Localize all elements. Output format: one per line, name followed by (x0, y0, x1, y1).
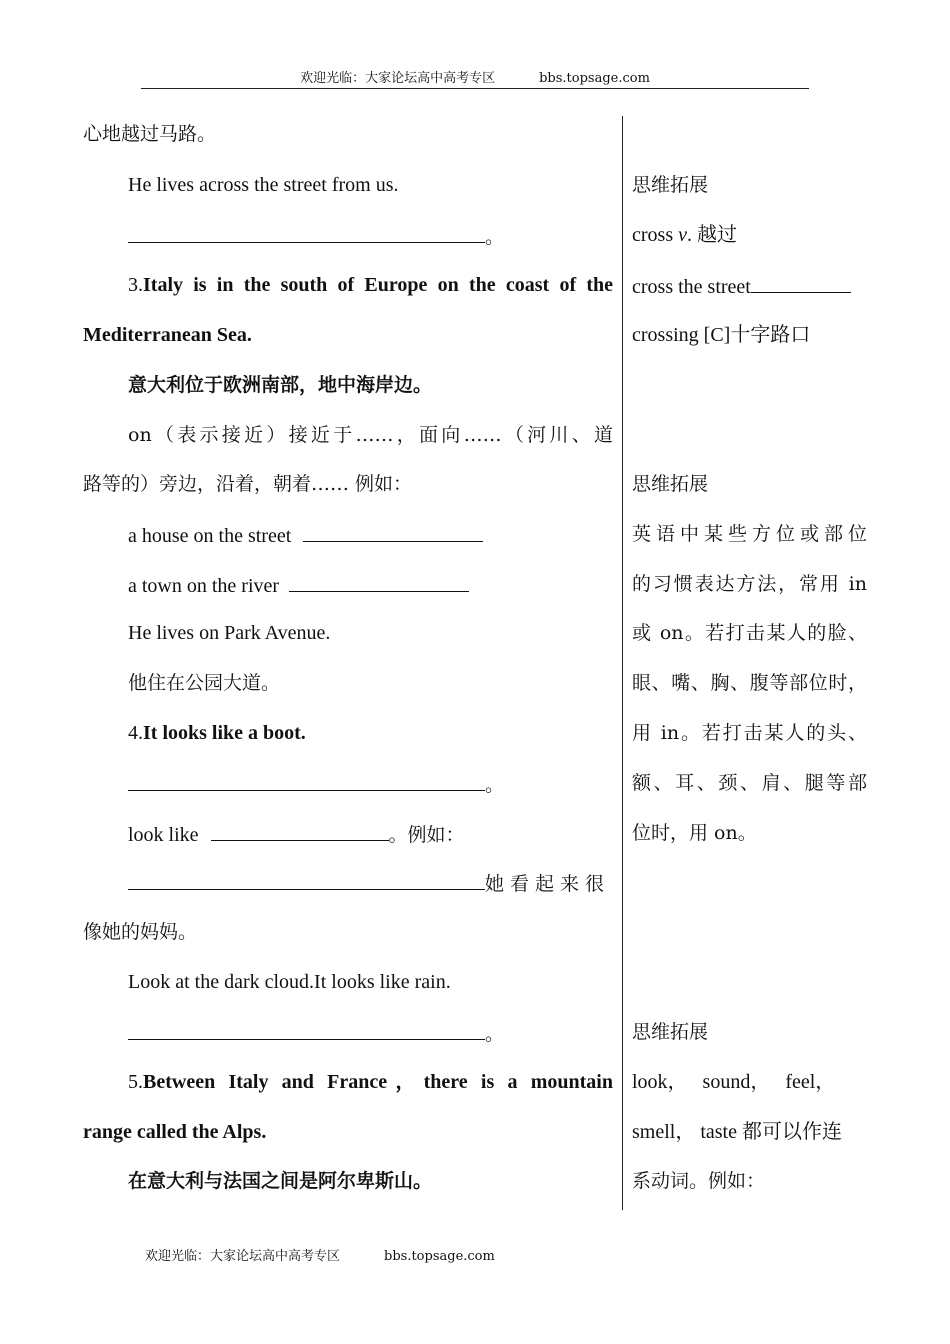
item-4 (128, 720, 306, 746)
blank-line[interactable] (128, 222, 485, 243)
item-number: 5. (128, 1071, 143, 1093)
sidebar-note-line-4: 眼、嘴、胸、腹等部位时， (632, 672, 867, 694)
on-explanation-b: 路等的）旁边，沿着，朝着…… 例如： (83, 473, 413, 495)
blank-line[interactable] (128, 770, 485, 791)
item-number: 4. (128, 722, 143, 744)
sidebar-note-line-3: 或 on。若打击某人的脸、 (632, 622, 867, 644)
cross-street-line (632, 272, 851, 300)
example-cloud: Look at the dark cloud.It looks like rain. (128, 971, 451, 993)
example-across: He lives across the street from us. (128, 174, 399, 196)
linking-verbs-line-3: 系动词。例如： (632, 1170, 766, 1192)
page-header (141, 70, 809, 89)
header-site: 欢迎光临：大家论坛高中高考专区 (300, 71, 496, 86)
left-line-1: 心地越过马路。 (83, 123, 217, 145)
linking-verbs-line-2: smell， taste 都可以作连 (632, 1121, 842, 1143)
example-park-avenue: He lives on Park Avenue. (128, 622, 331, 644)
example-town-text: a town on the river (128, 575, 280, 597)
blank-line[interactable] (303, 521, 483, 542)
item-3-line-b: Mediterranean Sea. (83, 324, 252, 346)
she-looks-text-a: 她看起来很 (485, 873, 611, 895)
item-5-text-a: Between Italy and France，there is a mountain (143, 1071, 613, 1093)
sidebar-title-3: 思维拓展 (632, 1021, 709, 1043)
blank-line[interactable] (289, 571, 469, 592)
she-looks-text-b: 像她的妈妈。 (83, 921, 198, 943)
column-divider (622, 116, 623, 1210)
page-footer (145, 1248, 495, 1266)
linking-verbs-line-1: look， sound， feel， (632, 1071, 836, 1093)
footer-site: 欢迎光临：大家论坛高中高考专区 (145, 1249, 341, 1264)
sidebar-note-line-1: 英语中某些方位或部位 (632, 523, 867, 545)
item-5-translation: 在意大利与法国之间是阿尔卑斯山。 (128, 1170, 433, 1192)
sidebar-note-line-7: 位时，用 on。 (632, 822, 757, 844)
on-explanation-a: on（表示接近）接近于……，面向……（河川、道 (128, 424, 613, 446)
blank-line[interactable] (128, 1019, 485, 1040)
part-of-speech: v (678, 224, 687, 246)
cross-street-text: cross the street (632, 276, 751, 298)
item-number: 3. (128, 274, 143, 296)
blank-line[interactable] (751, 272, 851, 293)
translation-blank-2 (128, 770, 504, 798)
item-4-text: It looks like a boot. (143, 722, 306, 744)
period: 。 (485, 1023, 505, 1045)
example-town (128, 571, 469, 599)
blank-line[interactable] (211, 820, 389, 841)
item-3-translation: 意大利位于欧洲南部，地中海岸边。 (128, 374, 433, 396)
item-5-line-b: range called the Alps. (83, 1121, 267, 1143)
example-park-avenue-translation: 他住在公园大道。 (128, 672, 281, 694)
look-like-text: look like (128, 824, 199, 846)
sidebar-title-1: 思维拓展 (632, 174, 709, 196)
translation-blank-3 (128, 1019, 504, 1047)
header-url[interactable]: bbs.topsage.com (539, 71, 650, 86)
example-house (128, 521, 483, 549)
look-like-line (128, 820, 465, 848)
she-looks-line (128, 869, 610, 897)
translation-blank-1 (128, 222, 504, 250)
cross-verb-note (632, 222, 737, 248)
look-like-example: 。例如： (388, 824, 465, 846)
item-3-text-a: Italy is in the south of Europe on the coast of the (143, 274, 613, 296)
period: 。 (485, 226, 505, 248)
period: 。 (485, 774, 505, 796)
crossing-note: crossing [C]十字路口 (632, 324, 811, 346)
item-3-line-a (128, 272, 613, 298)
cross-word: cross (632, 224, 679, 246)
example-house-text: a house on the street (128, 525, 292, 547)
blank-line[interactable] (128, 869, 485, 890)
sidebar-title-2: 思维拓展 (632, 473, 709, 495)
cross-meaning: . 越过 (687, 224, 737, 246)
sidebar-note-line-5: 用 in。若打击某人的头、 (632, 722, 867, 744)
footer-url[interactable]: bbs.topsage.com (384, 1249, 495, 1264)
sidebar-note-line-2: 的习惯表达方法，常用 in (632, 573, 867, 595)
item-5-line-a (128, 1069, 613, 1095)
sidebar-note-line-6: 额、耳、颈、肩、腿等部 (632, 772, 867, 794)
